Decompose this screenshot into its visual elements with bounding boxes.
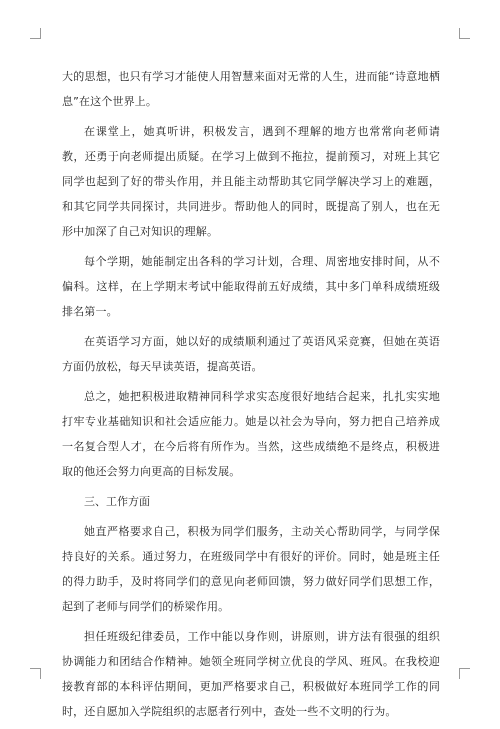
corner-crop-mark-bottom-left: [30, 668, 41, 679]
paragraph: 在英语学习方面，她以好的成绩顺利通过了英语风采竞赛，但她在英语方面仍放松，每天早读英语，提高英语。: [62, 335, 440, 373]
paragraph: 担任班级纪律委员，工作中能以身作则，讲原则，讲方法有很强的组织协调能力和团结合作精神。她领全班同学树立优良的学风、班风。在我校迎接教育部的本科评估期间，更加严格要求自己，积极做好本班同学工作的同时，还自愿加入学院组织的志愿者行列中，查处一些不文明的行为。: [62, 630, 440, 718]
paragraph: 总之，她把积极进取精神同科学求实态度很好地结合起来，扎扎实实地打牢专业基础知识和社会适应能力。她是以社会为导向，努力把自己培养成一名复合型人才，在今后将有所作为。当然，这些成绩绝不是终点，积极进取的他还会努力向更高的目标发展。: [62, 390, 440, 478]
document-body: [62, 64, 440, 729]
corner-crop-mark-bottom-right: [459, 668, 470, 679]
paragraph: 每个学期，她能制定出各科的学习计划，合理、周密地安排时间，从不偏科。这样，在上学期末考试中能取得前五好成绩，其中多门单科成绩班级排名第一。: [62, 255, 440, 318]
paragraph: 她直严格要求自己，积极为同学们服务，主动关心帮助同学，与同学保持良好的关系。通过努力，在班级同学中有很好的评价。同时，她是班主任的得力助手，及时将同学们的意见向老师回馈，努力做好同学们思想工作，起到了老师与同学们的桥梁作用。: [62, 525, 440, 613]
corner-crop-mark-top-right: [459, 28, 470, 39]
corner-crop-mark-top-left: [30, 28, 41, 39]
paragraph: 在课堂上，她真听讲，积极发言，遇到不理解的地方也常常向老师请教，还勇于向老师提出质疑。在学习上做到不拖拉，提前预习，对班上其它同学也起到了好的带头作用，并且能主动帮助其它同学解决学习上的难题，和其它同学共同探讨，共同进步。帮助他人的同时，既提高了别人，也在无形中加深了自己对知识的理解。: [62, 125, 440, 238]
section-heading: 三、工作方面: [84, 495, 150, 508]
paragraph: 大的思想，也只有学习才能使人用智慧来面对无常的人生，进而能“诗意地栖息”在这个世界上。: [62, 70, 440, 108]
